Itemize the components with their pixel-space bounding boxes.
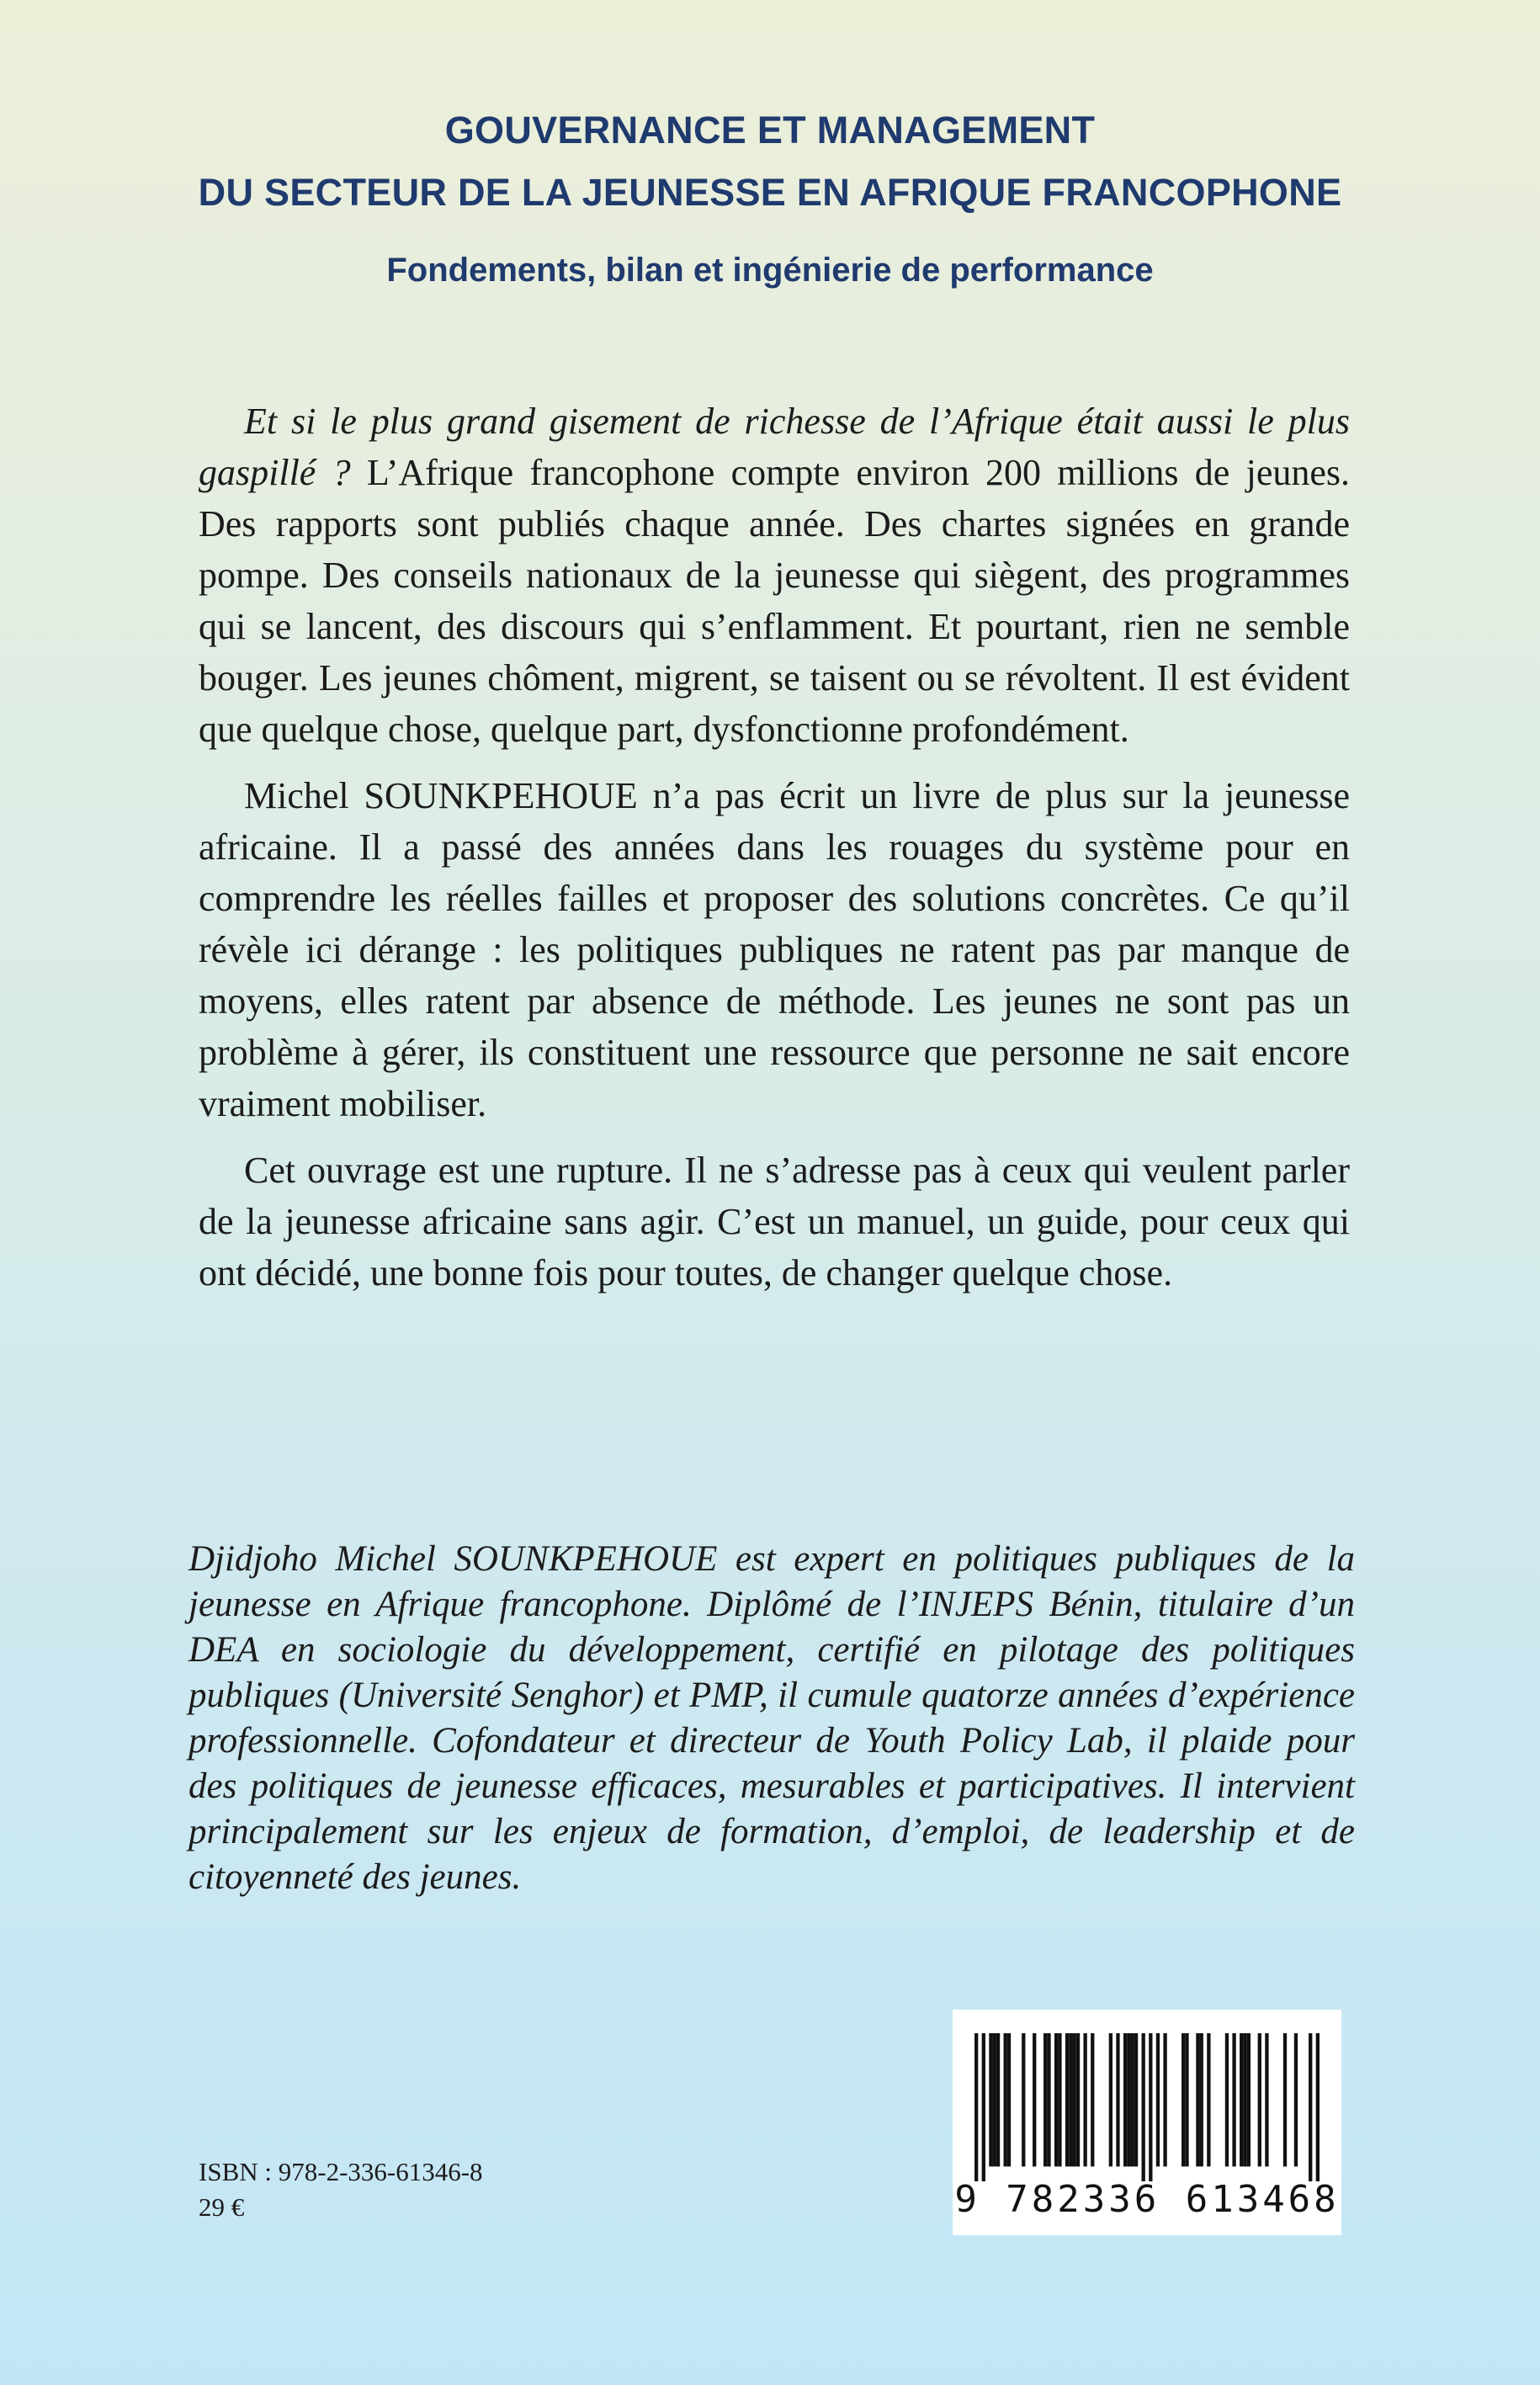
barcode bbox=[953, 2010, 1341, 2235]
barcode-bar bbox=[1076, 2033, 1080, 2166]
barcode-bar bbox=[1196, 2033, 1199, 2166]
barcode-bar bbox=[1247, 2033, 1251, 2166]
barcode-bar bbox=[1182, 2033, 1185, 2166]
barcode-bar bbox=[996, 2033, 1000, 2166]
back-cover-summary bbox=[199, 396, 1350, 1314]
barcode-bar bbox=[1200, 2033, 1203, 2166]
barcode-bar bbox=[1142, 2033, 1145, 2181]
summary-paragraph-3: Cet ouvrage est une rupture. Il ne s’adresse pas à ceux qui veulent parler de la jeunesse africaine sans agir. C’est un manuel, un guide, pour ceux qui ont décidé, une bonne fois pour toutes, de changer quelque chose. bbox=[199, 1150, 1350, 1293]
title-block bbox=[0, 99, 1540, 291]
barcode-bar bbox=[1033, 2033, 1036, 2166]
author-name: Djidjoho Michel SOUNKPEHOUE bbox=[189, 1539, 718, 1579]
barcode-bar bbox=[1207, 2033, 1210, 2166]
barcode-bar bbox=[1225, 2033, 1229, 2166]
barcode-bar bbox=[1294, 2033, 1298, 2166]
summary-hook-question: Et si le plus grand gisement de richesse de l’Afrique était aussi le plus gaspillé ? bbox=[199, 401, 1350, 493]
barcode-bar bbox=[1065, 2033, 1069, 2166]
barcode-bar bbox=[1109, 2033, 1113, 2166]
barcode-bar bbox=[989, 2033, 992, 2166]
barcode-bar bbox=[1047, 2033, 1050, 2166]
barcode-bar bbox=[1054, 2033, 1058, 2166]
price-label: 29 € bbox=[199, 2192, 245, 2222]
barcode-bar bbox=[1127, 2033, 1130, 2166]
summary-paragraph-2: Michel SOUNKPEHOUE n’a pas écrit un livre de plus sur la jeunesse africaine. Il a passé des années dans les rouages du système pour en comprendre les réelles failles et proposer des solutions concrètes. Ce qu’il révèle ici dérange : les politiques publiques ne ratent pas par manque de moyens, elles ratent par absence de méthode. Les jeunes ne sont pas un problème à gérer, ils constituent une ressource que personne ne sait encore vraiment mobiliser. bbox=[199, 775, 1350, 1124]
barcode-bar bbox=[1283, 2033, 1287, 2166]
barcode-bar bbox=[993, 2033, 996, 2166]
barcode-bar bbox=[1185, 2033, 1188, 2166]
barcode-bar bbox=[1091, 2033, 1094, 2166]
barcode-bar bbox=[1007, 2033, 1011, 2166]
summary-paragraph-1 bbox=[199, 396, 1350, 755]
barcode-bar bbox=[1134, 2033, 1138, 2166]
barcode-bar bbox=[1316, 2033, 1320, 2181]
barcode-bar bbox=[1043, 2033, 1047, 2166]
isbn-price-block bbox=[199, 2154, 483, 2225]
barcode-bar bbox=[1116, 2033, 1119, 2166]
barcode-bar bbox=[974, 2033, 978, 2181]
barcode-bar bbox=[1149, 2033, 1152, 2181]
author-bio-text: est expert en politiques publiques de la jeunesse en Afrique francophone. Diplômé de l’INJEPS Bénin, titulaire d’un DEA en sociologie du développement, certifié en pilotage des politiques publiques (Université Senghor) et PMP, il cumule quatorze années d’expérience professionnelle. Cofondateur et directeur de Youth Policy Lab, il plaide pour des politiques de jeunesse efficaces, mesurables et participatives. Il intervient principalement sur les enjeux de formation, d’emploi, de leadership et de citoyenneté des jeunes. bbox=[189, 1539, 1356, 1897]
barcode-bar bbox=[1309, 2033, 1312, 2181]
book-title-line-2: DU SECTEUR DE LA JEUNESSE EN AFRIQUE FRANCOPHONE bbox=[198, 171, 1342, 214]
barcode-bar bbox=[1083, 2033, 1086, 2166]
barcode-bar bbox=[1004, 2033, 1007, 2166]
summary-paragraph-1-text: L’Afrique francophone compte environ 200 millions de jeunes. Des rapports sont publiés chaque année. Des chartes signées en grande pompe. Des conseils nationaux de la jeunesse qui siègent, des programmes qui se lancent, des discours qui s’enflamment. Et pourtant, rien ne semble bouger. Les jeunes chôment, migrent, se taisent ou se révoltent. Il est évident que quelque chose, quelque part, dysfonctionne profondément. bbox=[199, 452, 1351, 750]
barcode-digits: 9 782336 613468 bbox=[954, 2178, 1340, 2221]
barcode-bar bbox=[1258, 2033, 1261, 2166]
isbn-label: ISBN : 978-2-336-61346-8 bbox=[199, 2157, 483, 2186]
barcode-bar bbox=[1265, 2033, 1268, 2166]
barcode-bar bbox=[982, 2033, 985, 2181]
barcode-bar bbox=[1240, 2033, 1243, 2166]
barcode-bar bbox=[1123, 2033, 1127, 2166]
barcode-bar bbox=[1163, 2033, 1166, 2166]
author-bio bbox=[189, 1537, 1355, 1900]
author-bio-paragraph bbox=[189, 1537, 1355, 1900]
barcode-bar bbox=[1156, 2033, 1160, 2166]
barcode-bar bbox=[1073, 2033, 1076, 2166]
barcode-bar bbox=[1058, 2033, 1061, 2166]
book-title-line-1: GOUVERNANCE ET MANAGEMENT bbox=[444, 109, 1096, 151]
barcode-bar bbox=[1232, 2033, 1235, 2166]
barcode-bars bbox=[974, 2033, 1320, 2181]
barcode-bar bbox=[1022, 2033, 1025, 2166]
barcode-bar bbox=[1131, 2033, 1134, 2166]
barcode-bar bbox=[1069, 2033, 1072, 2166]
barcode-bar bbox=[1243, 2033, 1246, 2166]
book-subtitle: Fondements, bilan et ingénierie de performance bbox=[386, 252, 1154, 289]
